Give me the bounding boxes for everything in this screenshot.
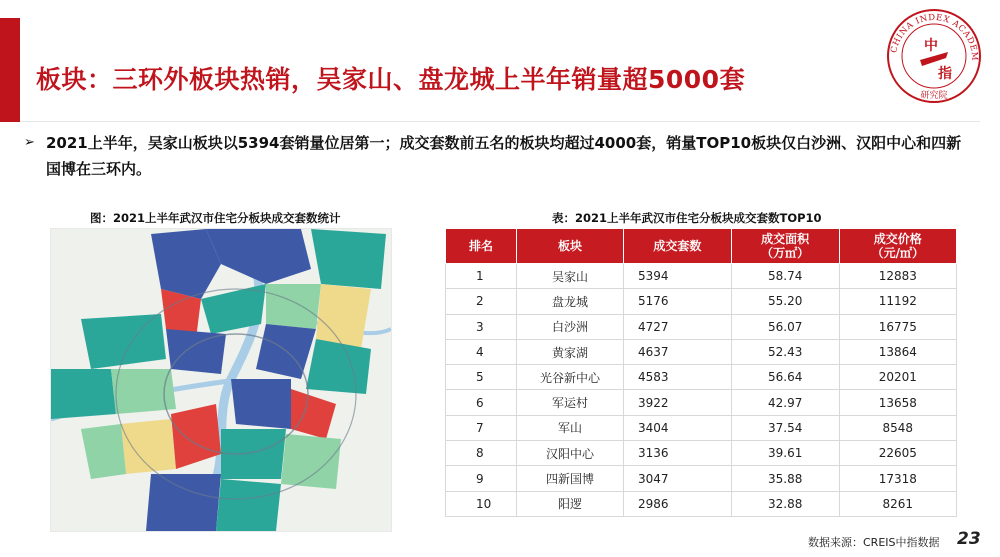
china-index-academy-logo — [884, 6, 984, 106]
table-header-cell: 成交价格 （元/㎡） — [839, 229, 956, 264]
table-header-cell: 成交套数 — [624, 229, 732, 264]
table-cell: 5176 — [624, 289, 732, 314]
table-cell: 3404 — [624, 415, 732, 440]
table-cell: 5 — [446, 365, 517, 390]
arrow-right-icon: ➢ — [24, 135, 35, 150]
table-cell: 55.20 — [731, 289, 839, 314]
table-caption: 表：2021上半年武汉市住宅分板块成交套数TOP10 — [552, 211, 822, 225]
table-cell: 4727 — [624, 314, 732, 339]
table-row — [446, 365, 957, 390]
table-cell: 8261 — [839, 491, 956, 516]
table-header-cell: 排名 — [446, 229, 517, 264]
table-cell: 黄家湖 — [517, 339, 624, 364]
top10-table — [445, 228, 957, 517]
summary-text: 2021上半年，吴家山板块以5394套销量位居第一；成交套数前五名的板块均超过4000套，销量TOP10板块仅白沙洲、汉阳中心和四新国博在三环内。 — [46, 134, 962, 178]
table-cell: 2986 — [624, 491, 732, 516]
logo-top-char: 中 — [924, 38, 938, 54]
logo-bottom-text: 研究院 — [920, 91, 948, 101]
table-cell: 16775 — [839, 314, 956, 339]
table-cell: 吴家山 — [517, 264, 624, 289]
table-cell: 军运村 — [517, 390, 624, 415]
table-cell: 56.07 — [731, 314, 839, 339]
table-cell: 8548 — [839, 415, 956, 440]
wuhan-district-map — [50, 228, 392, 532]
table-cell: 军山 — [517, 415, 624, 440]
table-row — [446, 466, 957, 491]
summary-bullet — [24, 130, 974, 182]
table-cell: 52.43 — [731, 339, 839, 364]
table-cell: 3136 — [624, 441, 732, 466]
table-header-cell: 成交面积 （万㎡） — [731, 229, 839, 264]
table-cell: 四新国博 — [517, 466, 624, 491]
table-cell: 4637 — [624, 339, 732, 364]
table-cell: 白沙洲 — [517, 314, 624, 339]
table-cell: 盘龙城 — [517, 289, 624, 314]
table-cell: 3922 — [624, 390, 732, 415]
table-cell: 11192 — [839, 289, 956, 314]
table-row — [446, 441, 957, 466]
table-cell: 4 — [446, 339, 517, 364]
logo-mid-char: 指 — [938, 66, 952, 82]
table-cell: 3047 — [624, 466, 732, 491]
table-cell: 58.74 — [731, 264, 839, 289]
table-cell: 17318 — [839, 466, 956, 491]
table-cell: 5394 — [624, 264, 732, 289]
table-cell: 37.54 — [731, 415, 839, 440]
table-cell: 39.61 — [731, 441, 839, 466]
title-accent-bar — [0, 18, 20, 122]
table-header-cell: 板块 — [517, 229, 624, 264]
title-divider — [20, 121, 980, 122]
table-cell: 12883 — [839, 264, 956, 289]
table-cell: 42.97 — [731, 390, 839, 415]
table-cell: 6 — [446, 390, 517, 415]
logo-arc-text: CHINA INDEX ACADEM — [889, 12, 980, 62]
table-row — [446, 289, 957, 314]
table-row — [446, 415, 957, 440]
data-source: 数据来源：CREIS中指数据 — [808, 536, 940, 549]
table-row — [446, 390, 957, 415]
table-cell: 8 — [446, 441, 517, 466]
map-caption: 图：2021上半年武汉市住宅分板块成交套数统计 — [90, 211, 341, 225]
table-cell: 3 — [446, 314, 517, 339]
table-cell: 1 — [446, 264, 517, 289]
page-number: 23 — [957, 529, 981, 549]
table-cell: 汉阳中心 — [517, 441, 624, 466]
table-cell: 20201 — [839, 365, 956, 390]
table-cell: 2 — [446, 289, 517, 314]
table-cell: 13658 — [839, 390, 956, 415]
table-row — [446, 314, 957, 339]
table-cell: 4583 — [624, 365, 732, 390]
table-row — [446, 491, 957, 516]
table-cell: 光谷新中心 — [517, 365, 624, 390]
table-cell: 阳逻 — [517, 491, 624, 516]
table-cell: 35.88 — [731, 466, 839, 491]
table-cell: 9 — [446, 466, 517, 491]
page-title: 板块：三环外板块热销，吴家山、盘龙城上半年销量超5000套 — [36, 65, 746, 94]
table-cell: 10 — [446, 491, 517, 516]
table-cell: 7 — [446, 415, 517, 440]
table-cell: 56.64 — [731, 365, 839, 390]
table-cell: 32.88 — [731, 491, 839, 516]
table-cell: 22605 — [839, 441, 956, 466]
table-cell: 13864 — [839, 339, 956, 364]
table-row — [446, 339, 957, 364]
table-row — [446, 264, 957, 289]
